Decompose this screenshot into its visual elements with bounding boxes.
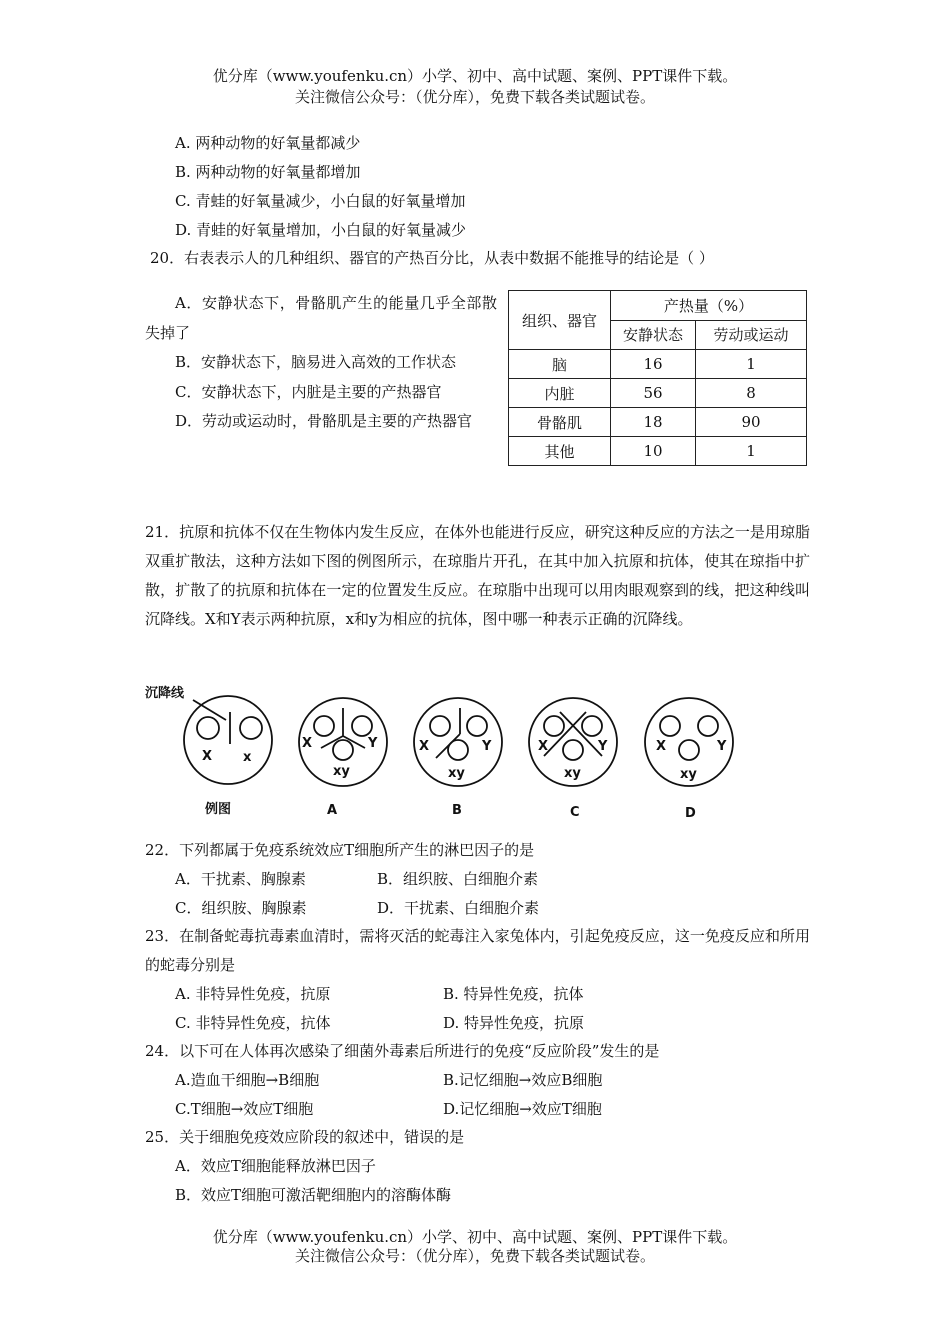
q23-option-a: A. 非特异性免疫，抗原 — [175, 985, 331, 1003]
example-caption: 例图 — [205, 802, 232, 817]
q25-stem: 25．关于细胞免疫效应阶段的叙述中，错误的是 — [145, 1128, 465, 1146]
q20-stem: 20．右表表示人的几种组织、器官的产热百分比，从表中数据不能推导的结论是（ ） — [150, 249, 714, 267]
well-a-X — [314, 716, 334, 736]
table-cell: 8 — [696, 379, 807, 408]
q20-option-a: A．安静状态下，骨骼肌产生的能量几乎全部散失掉了 — [145, 294, 497, 342]
q22-option-c: C．组织胺、胸腺素 — [175, 899, 307, 917]
caption-d: D — [685, 806, 696, 821]
q20-option-d: D．劳动或运动时，骨骼肌是主要的产热器官 — [175, 412, 473, 430]
header-line-1: 优分库（www.youfenku.cn）小学、初中、高中试题、案例、PPT课件下载。 — [212, 67, 738, 85]
well-b-X — [430, 716, 450, 736]
well-b-Y — [467, 716, 487, 736]
lines-a — [321, 708, 365, 748]
example-well-x — [240, 717, 262, 739]
well-a-Y — [352, 716, 372, 736]
q20-options — [145, 289, 497, 437]
q23-option-b: B. 特异性免疫，抗体 — [443, 985, 584, 1003]
heat-production-table — [508, 290, 807, 466]
q20-option-c: C．安静状态下，内脏是主要的产热器官 — [175, 382, 442, 401]
well-d-X — [660, 716, 680, 736]
example-dish — [184, 696, 272, 784]
table-row — [509, 379, 807, 408]
q23-option-d: D. 特异性免疫，抗原 — [443, 1014, 585, 1032]
q23-stem: 23．在制备蛇毒抗毒素血清时，需将灭活的蛇毒注入家兔体内，引起免疫反应，这一免疫反应和所用的蛇毒分别是 — [145, 927, 810, 974]
footer-line-2: 关注微信公众号：（优分库），免费下载各类试题试卷。 — [294, 1247, 655, 1265]
caption-a: A — [327, 803, 338, 818]
a-label-X: X — [302, 736, 313, 751]
q23-option-c: C. 非特异性免疫，抗体 — [175, 1014, 331, 1032]
q22-stem: 22．下列都属于免疫系统效应T细胞所产生的淋巴因子的是 — [145, 841, 535, 859]
precipitation-line-figure — [140, 680, 760, 830]
table-cell: 脑 — [509, 350, 611, 379]
table-cell: 90 — [696, 408, 807, 437]
well-d-xy — [679, 740, 699, 760]
c-label-X: X — [538, 739, 549, 754]
q20-option-b: B．安静状态下，脑易进入高效的工作状态 — [175, 353, 457, 371]
table-cell: 其他 — [509, 437, 611, 466]
example-label-X: X — [202, 749, 213, 764]
d-label-Y: Y — [717, 739, 727, 754]
q22-option-b: B．组织胺、白细胞介素 — [377, 870, 539, 888]
q19-option-a: A. 两种动物的好氧量都减少 — [175, 134, 361, 152]
q24-stem: 24．以下可在人体再次感染了细菌外毒素后所进行的免疫“反应阶段”发生的是 — [145, 1042, 660, 1060]
caption-c: C — [570, 805, 580, 820]
b-label-X: X — [419, 739, 430, 754]
well-d-Y — [698, 716, 718, 736]
q19-option-d: D. 青蛙的好氧量增加，小白鼠的好氧量减少 — [175, 221, 467, 239]
d-label-X: X — [656, 739, 667, 754]
q24-option-d: D.记忆细胞→效应T细胞 — [443, 1100, 602, 1118]
callout-label: 沉降线 — [145, 686, 185, 701]
table-row — [509, 437, 807, 466]
caption-b: B — [452, 803, 462, 818]
q24-option-b: B.记忆细胞→效应B细胞 — [443, 1071, 603, 1089]
well-c-X — [544, 716, 564, 736]
q19-option-c: C. 青蛙的好氧量减少，小白鼠的好氧量增加 — [175, 192, 466, 210]
table-header-work: 劳动或运动 — [696, 320, 807, 350]
d-label-xy: xy — [680, 767, 697, 782]
q21-stem: 21．抗原和抗体不仅在生物体内发生反应，在体外也能进行反应，研究这种反应的方法之一是用琼脂双重扩散法，这种方法如下图的例图所示，在琼脂片开孔，在其中加入抗原和抗体，使其在琼指中扩散，扩散了的抗原和抗体在一定的位置发生反应。在琼脂中出现可以用肉眼观察到的线，把这种线叫沉降线。X和Y表示两种抗原，x和y为相应的抗体，图中哪一种表示正确的沉降线。 — [145, 523, 810, 628]
table-cell: 内脏 — [509, 379, 611, 408]
well-a-xy — [333, 740, 353, 760]
table-header-organ: 组织、器官 — [509, 291, 611, 350]
table-cell: 56 — [611, 379, 696, 408]
table-row — [509, 350, 807, 379]
lines-c — [544, 712, 602, 756]
well-c-xy — [563, 740, 583, 760]
table-cell: 骨骼肌 — [509, 408, 611, 437]
b-label-Y: Y — [482, 739, 492, 754]
table-row — [509, 408, 807, 437]
table-cell: 16 — [611, 350, 696, 379]
q24-option-c: C.T细胞→效应T细胞 — [175, 1100, 314, 1118]
header-line-2: 关注微信公众号：（优分库），免费下载各类试题试卷。 — [294, 88, 655, 106]
q22-option-a: A．干扰素、胸腺素 — [175, 870, 306, 888]
table-cell: 10 — [611, 437, 696, 466]
table-cell: 1 — [696, 437, 807, 466]
example-label-x: x — [243, 750, 252, 765]
q22-option-d: D．干扰素、白细胞介素 — [377, 899, 540, 917]
b-label-xy: xy — [448, 766, 465, 781]
q25-option-a: A．效应T细胞能释放淋巴因子 — [175, 1157, 376, 1175]
c-label-xy: xy — [564, 766, 581, 781]
table-header-group: 产热量（%） — [611, 291, 807, 321]
q25-option-b: B．效应T细胞可激活靶细胞内的溶酶体酶 — [175, 1186, 452, 1204]
table-cell: 1 — [696, 350, 807, 379]
footer-line-1: 优分库（www.youfenku.cn）小学、初中、高中试题、案例、PPT课件下载。 — [212, 1228, 738, 1246]
table-header-rest: 安静状态 — [611, 320, 696, 350]
example-well-X — [197, 717, 219, 739]
well-c-Y — [582, 716, 602, 736]
q19-option-b: B. 两种动物的好氧量都增加 — [175, 163, 361, 181]
a-label-xy: xy — [333, 764, 350, 779]
q24-option-a: A.造血干细胞→B细胞 — [175, 1071, 320, 1089]
a-label-Y: Y — [368, 736, 378, 751]
c-label-Y: Y — [598, 739, 608, 754]
table-cell: 18 — [611, 408, 696, 437]
